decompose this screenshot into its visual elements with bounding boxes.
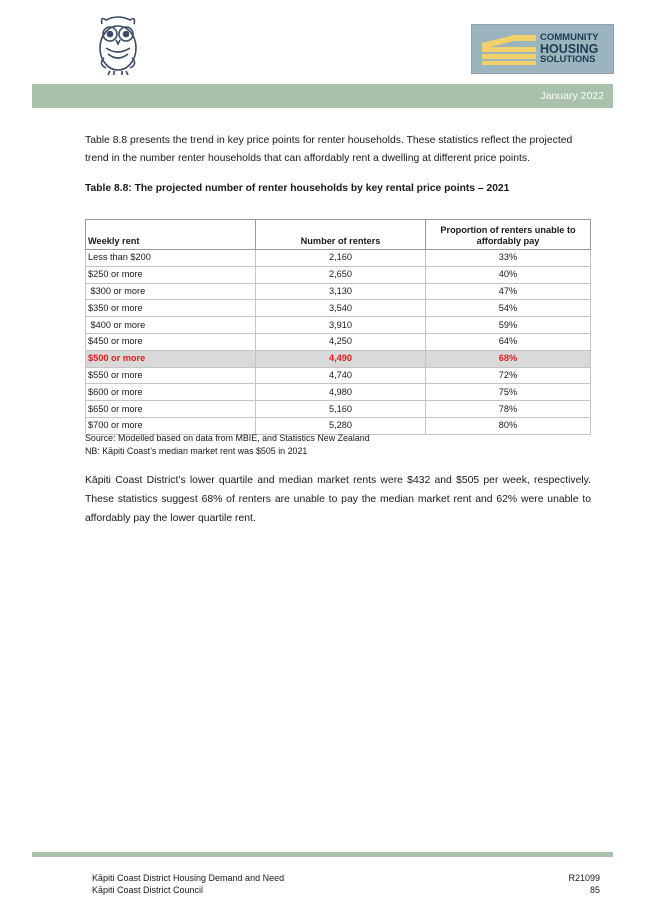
header-proportion-unable: Proportion of renters unable to affordably pay <box>426 220 591 250</box>
cell-proportion: 72% <box>426 367 591 384</box>
brand-line-2: HOUSING <box>540 42 599 56</box>
footer-council-name: Kāpiti Coast District Council <box>92 884 204 895</box>
cell-weekly-rent: $450 or more <box>86 333 256 350</box>
cell-number-of-renters: 3,910 <box>256 317 426 334</box>
footer-report-code: R21099 <box>568 873 600 883</box>
cell-proportion: 47% <box>426 283 591 300</box>
table-row <box>86 317 591 334</box>
table-notes <box>85 432 370 457</box>
cell-weekly-rent: $550 or more <box>86 367 256 384</box>
cell-proportion: 33% <box>426 250 591 267</box>
footer-document-title: Kāpiti Coast District Housing Demand and Need <box>92 873 285 883</box>
owl-logo-icon <box>92 14 144 76</box>
table-row-highlighted <box>86 350 591 367</box>
cell-weekly-rent: $400 or more <box>86 317 256 334</box>
cell-number-of-renters: 3,540 <box>256 300 426 317</box>
table-source: Source: Modelled based on data from MBIE, and Statistics New Zealand <box>85 433 370 443</box>
cell-proportion: 59% <box>426 317 591 334</box>
brand-line-3: SOLUTIONS <box>540 54 596 65</box>
cell-number-of-renters: 5,280 <box>256 417 426 434</box>
header-weekly-rent: Weekly rent <box>86 220 256 250</box>
cell-number-of-renters: 2,650 <box>256 266 426 283</box>
table-row <box>86 266 591 283</box>
cell-weekly-rent: Less than $200 <box>86 250 256 267</box>
cell-weekly-rent: $250 or more <box>86 266 256 283</box>
brand-line-1: COMMUNITY <box>540 32 599 43</box>
cell-proportion: 64% <box>426 333 591 350</box>
table-note: NB: Kāpiti Coast’s median market rent was $505 in 2021 <box>85 445 308 456</box>
cell-weekly-rent: $500 or more <box>86 350 256 367</box>
cell-proportion: 54% <box>426 300 591 317</box>
cell-number-of-renters: 4,490 <box>256 350 426 367</box>
cell-weekly-rent: $650 or more <box>86 401 256 418</box>
header-band <box>32 84 613 108</box>
cell-weekly-rent: $300 or more <box>86 283 256 300</box>
table-row <box>86 250 591 267</box>
cell-proportion: 40% <box>426 266 591 283</box>
cell-weekly-rent: $700 or more <box>86 417 256 434</box>
cell-number-of-renters: 3,130 <box>256 283 426 300</box>
cell-weekly-rent: $350 or more <box>86 300 256 317</box>
cell-weekly-rent: $600 or more <box>86 384 256 401</box>
table-row <box>86 367 591 384</box>
table-header-row <box>86 220 591 250</box>
cell-number-of-renters: 5,160 <box>256 401 426 418</box>
cell-proportion: 80% <box>426 417 591 434</box>
table-row <box>86 300 591 317</box>
community-housing-solutions-logo <box>471 24 614 74</box>
table-row <box>86 401 591 418</box>
table-row <box>86 283 591 300</box>
cell-proportion: 78% <box>426 401 591 418</box>
cell-number-of-renters: 4,980 <box>256 384 426 401</box>
summary-paragraph: Kāpiti Coast District’s lower quartile and median market rents were $432 and $505 per week, respectively. These statistics suggest 68% of renters are unable to pay the median market rent and 62% were unable to affordably pay the lower quartile rent. <box>85 475 591 524</box>
rent-table <box>85 219 591 435</box>
table-row <box>86 333 591 350</box>
cell-number-of-renters: 2,160 <box>256 250 426 267</box>
cell-number-of-renters: 4,740 <box>256 367 426 384</box>
cell-proportion: 75% <box>426 384 591 401</box>
footer-page-number: 85 <box>589 884 600 895</box>
table-row <box>86 384 591 401</box>
cell-number-of-renters: 4,250 <box>256 333 426 350</box>
intro-paragraph: Table 8.8 presents the trend in key price points for renter households. These statistics reflect the projected trend in the number renter households that can affordably rent a dwelling at different price points. <box>85 135 573 164</box>
cell-proportion: 68% <box>426 350 591 367</box>
footer-rule <box>32 852 613 857</box>
house-bars-icon <box>482 33 536 65</box>
header-number-of-renters: Number of renters <box>256 220 426 250</box>
header-date: January 2022 <box>540 90 604 102</box>
table-caption: Table 8.8: The projected number of renter households by key rental price points – 2021 <box>85 183 510 194</box>
